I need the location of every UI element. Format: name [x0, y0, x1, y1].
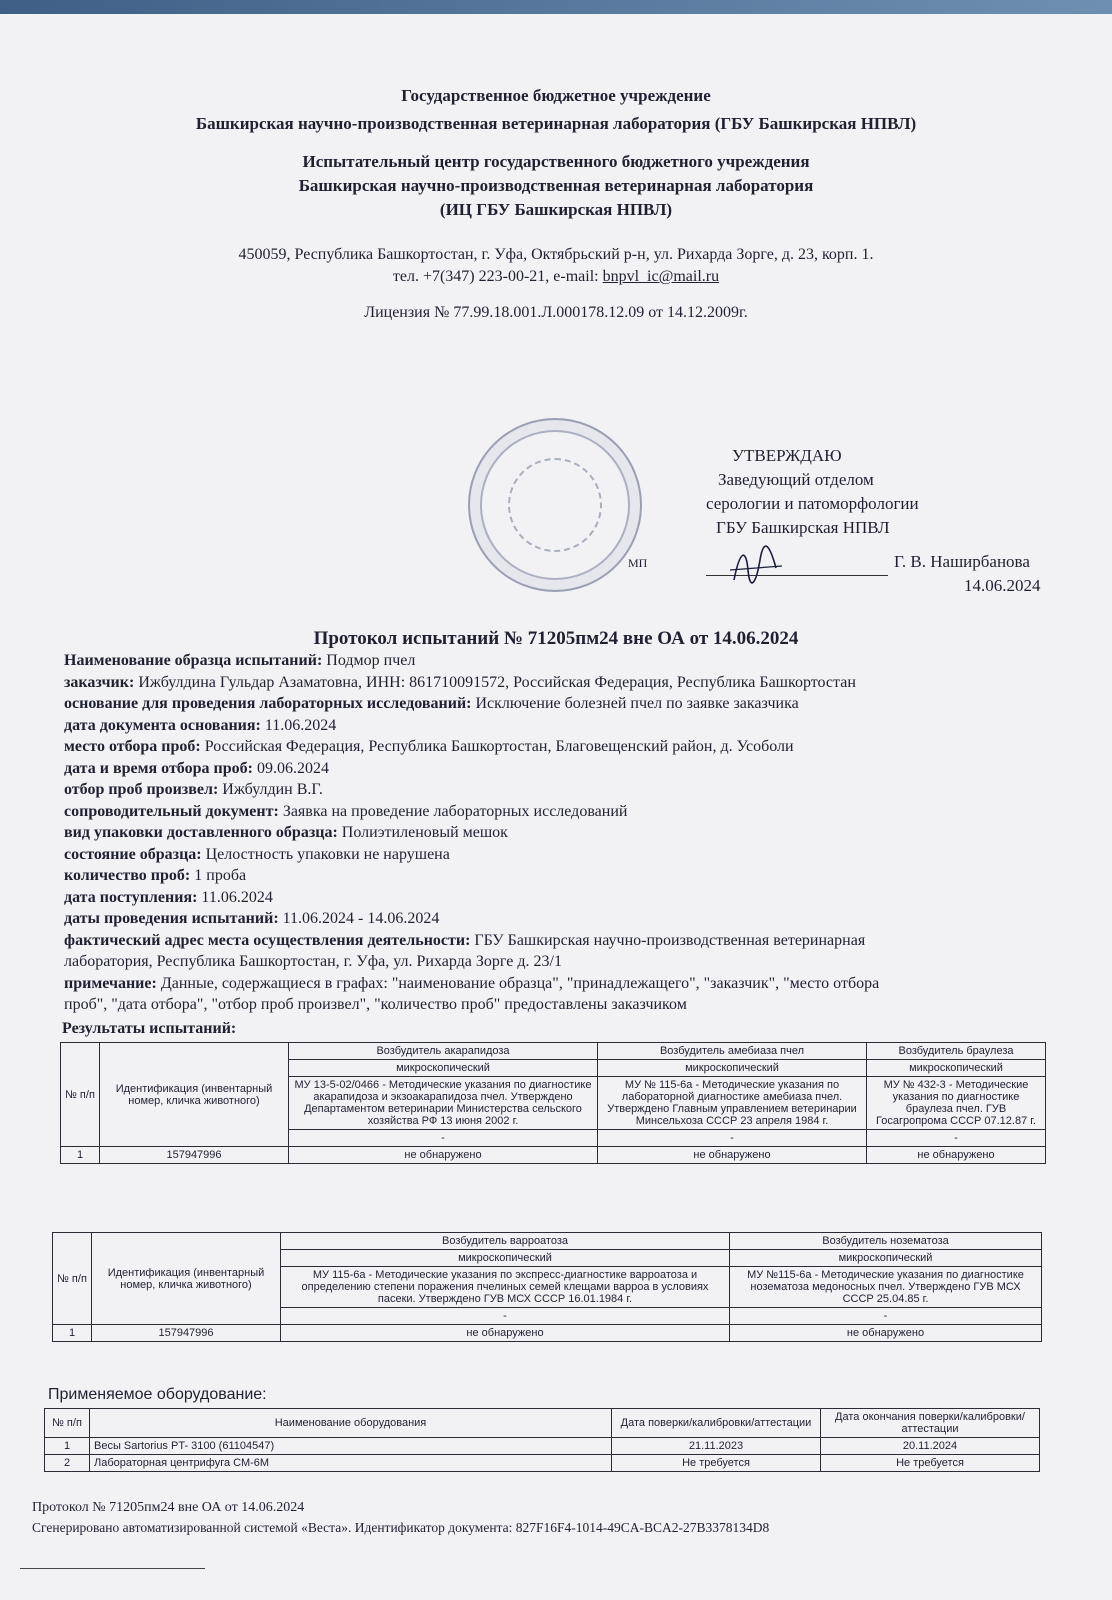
sample-field-value: 09.06.2024: [252, 759, 329, 777]
eq-cell: 21.11.2023: [612, 1438, 821, 1455]
sample-field-label: сопроводительный документ:: [64, 802, 279, 820]
results-table-2: [52, 1232, 1042, 1342]
sample-field-label: вид упаковки доставленного образца:: [64, 824, 338, 841]
sample-field-row: [64, 824, 508, 842]
t1-method: микроскопический: [598, 1060, 867, 1077]
footer-generated: Сгенерировано автоматизированной системой «Веста». Идентификатор документа: 827F16F4-1014-49CA-BCA2-27B3378134D8: [32, 1520, 770, 1535]
stamp-mp-label: МП: [628, 556, 648, 570]
header-line-4: Башкирская научно-производственная ветеринарная лаборатория: [298, 176, 814, 195]
t1-row-num: 1: [61, 1147, 100, 1164]
sample-field-value: 11.06.2024: [260, 716, 337, 734]
eq-cell: 2: [45, 1455, 90, 1472]
t1-group-name: Возбудитель амебиаза пчел: [598, 1043, 867, 1060]
sample-field-label: Наименование образца испытаний:: [64, 652, 323, 669]
header-line-1: Государственное бюджетное учреждение: [401, 86, 711, 105]
t2-group-name: Возбудитель нозематоза: [730, 1233, 1042, 1250]
sample-field-value: Полиэтиленовый мешок: [337, 824, 508, 841]
approval-line-2: серологии и патоморфологии: [706, 494, 919, 513]
t1-result: не обнаружено: [867, 1147, 1046, 1164]
approval-title: УТВЕРЖДАЮ: [732, 446, 842, 465]
table-row: [53, 1325, 1042, 1342]
sample-field-value: Целостность упаковки не нарушена: [201, 845, 450, 863]
sample-field-label: дата и время отбора проб:: [64, 759, 253, 777]
t2-row-id: 157947996: [92, 1325, 281, 1342]
approval-line-3: ГБУ Башкирская НПВЛ: [716, 518, 890, 537]
sample-field-label: дата документа основания:: [64, 716, 261, 734]
eq-col-date: Дата поверки/калибровки/аттестации: [612, 1409, 821, 1438]
sample-field-value: 1 проба: [190, 867, 247, 884]
header-email-link[interactable]: bnpvl_ic@mail.ru: [602, 268, 720, 285]
photo-top-strip: [0, 0, 1112, 14]
signature-scribble: [726, 540, 786, 590]
results-title: Результаты испытаний:: [62, 1020, 237, 1037]
sample-field-row: [64, 953, 562, 971]
eq-cell: Весы Sartorius PT- 3100 (61104547): [90, 1438, 612, 1455]
sample-field-value: лаборатория, Республика Башкортостан, г. Уфа, ул. Рихарда Зорге д. 23/1: [64, 953, 562, 970]
sample-field-value: Ижбулдин В.Г.: [218, 781, 323, 798]
bottom-rule: [20, 1568, 205, 1569]
t1-dash: -: [867, 1130, 1046, 1147]
eq-cell: Не требуется: [821, 1455, 1040, 1472]
equipment-title: Применяемое оборудование:: [48, 1386, 267, 1403]
sample-field-row: [64, 846, 450, 864]
t1-group-name: Возбудитель браулеза: [867, 1043, 1046, 1060]
sample-field-row: [64, 910, 439, 928]
approval-line-1: Заведующий отделом: [718, 470, 874, 489]
t1-dash: -: [598, 1130, 867, 1147]
t2-dash: -: [730, 1308, 1042, 1325]
table-row: [45, 1455, 1040, 1472]
t2-col-num: № п/п: [53, 1233, 92, 1325]
protocol-title: Протокол испытаний № 71205пм24 вне ОА от 14.06.2024: [313, 628, 799, 649]
t2-doc: МУ №115-6а - Методические указания по диагностике нозематоза медоносных пчел. Утверждено ГУВ МСХ СССР 25.04.85 г.: [730, 1267, 1042, 1308]
t1-group-name: Возбудитель акарапидоза: [289, 1043, 598, 1060]
sample-field-label: отбор проб произвел:: [64, 781, 219, 798]
table-row: [45, 1438, 1040, 1455]
header-line-2: Башкирская научно-производственная ветеринарная лаборатория (ГБУ Башкирская НПВЛ): [195, 114, 917, 133]
sample-field-value: ГБУ Башкирская научно-производственная ветеринарная: [470, 931, 866, 949]
t1-doc: МУ № 115-6а - Методические указания по лабораторной диагностике амебиаза пчел. Утверждено Главным управлением ветеринарии Минсельхоза СССР 23 апреля 1984 г.: [598, 1077, 867, 1130]
sample-field-row: [64, 652, 415, 670]
sample-field-label: фактический адрес места осуществления деятельности:: [64, 931, 471, 949]
sample-field-label: примечание:: [64, 974, 157, 992]
sample-field-row: [64, 695, 799, 713]
sample-field-row: [64, 760, 329, 778]
eq-cell: 20.11.2024: [821, 1438, 1040, 1455]
sample-field-label: даты проведения испытаний:: [64, 910, 279, 927]
footer-protocol: Протокол № 71205пм24 вне ОА от 14.06.2024: [32, 1500, 305, 1515]
t1-doc: МУ № 432-3 - Методические указания по диагностике браулеза пчел. ГУВ Госагропрома СССР 07.12.87 г.: [867, 1077, 1046, 1130]
eq-cell: 1: [45, 1438, 90, 1455]
sample-field-row: [64, 975, 879, 993]
header-line-5: (ИЦ ГБУ Башкирская НПВЛ): [439, 200, 673, 219]
t1-result: не обнаружено: [289, 1147, 598, 1164]
eq-col-num: № п/п: [45, 1409, 90, 1438]
t1-doc: МУ 13-5-02/0466 - Методические указания по диагностике акарапидоза и экзоакарапидоза пчел. Утверждено Департаментом ветеринарии Министерства сельского хозяйства РФ 13 июня 2002 г.: [289, 1077, 598, 1130]
t1-method: микроскопический: [289, 1060, 598, 1077]
sample-field-row: [64, 674, 856, 692]
header-address: 450059, Республика Башкортостан, г. Уфа, Октябрьский р-н, ул. Рихарда Зорге, д. 23, корп. 1.: [238, 246, 874, 263]
t2-col-id: Идентификация (инвентарный номер, кличка животного): [92, 1233, 281, 1325]
eq-cell: Не требуется: [612, 1455, 821, 1472]
approval-date: 14.06.2024: [964, 576, 1041, 595]
sample-field-value: Подмор пчел: [322, 652, 416, 669]
t2-doc: МУ 115-6а - Методические указания по экспресс-диагностике варроатоза и определению степени поражения пчелиных семей клещами варроа в условиях пасеки. Утверждено ГУВ МСХ СССР 16.01.1984 г.: [281, 1267, 730, 1308]
eq-cell: Лабораторная центрифуга СМ-6М: [90, 1455, 612, 1472]
sample-field-label: место отбора проб:: [64, 738, 201, 755]
sample-field-value: Исключение болезней пчел по заявке заказчика: [471, 695, 799, 712]
header-line-3: Испытательный центр государственного бюджетного учреждения: [302, 152, 810, 171]
sample-field-value: Ижбулдина Гульдар Азаматовна, ИНН: 861710091572, Российская Федерация, Республика Башкортостан: [134, 673, 856, 691]
t2-method: микроскопический: [730, 1250, 1042, 1267]
equipment-table: [44, 1408, 1040, 1472]
sample-field-row: [64, 781, 323, 799]
sample-field-value: 11.06.2024: [197, 888, 273, 906]
t2-dash: -: [281, 1308, 730, 1325]
t2-group-name: Возбудитель варроатоза: [281, 1233, 730, 1250]
sample-field-row: [64, 889, 273, 907]
sample-field-row: [64, 996, 687, 1014]
sample-field-label: количество проб:: [64, 867, 191, 884]
sample-field-label: основание для проведения лабораторных исследований:: [64, 695, 472, 712]
sample-field-row: [64, 932, 865, 950]
sample-field-value: проб", "дата отбора", "отбор проб произвел", "количество проб" предоставлены заказчиком: [64, 996, 687, 1013]
t1-row-id: 157947996: [100, 1147, 289, 1164]
header-phone: тел. +7(347) 223-00-21, e-mail:: [392, 268, 603, 285]
sample-field-row: [64, 738, 794, 756]
t1-col-num: № п/п: [61, 1043, 100, 1147]
results-table-1: [60, 1042, 1046, 1164]
sample-field-row: [64, 803, 627, 821]
eq-col-end-date: Дата окончания поверки/калибровки/аттестации: [821, 1409, 1040, 1438]
eq-col-name: Наименование оборудования: [90, 1409, 612, 1438]
t2-method: микроскопический: [281, 1250, 730, 1267]
sample-field-value: 11.06.2024 - 14.06.2024: [278, 910, 440, 927]
sample-field-label: дата поступления:: [64, 888, 198, 906]
round-stamp: [468, 418, 642, 592]
document-sheet: [0, 14, 1112, 1600]
t2-result: не обнаружено: [281, 1325, 730, 1342]
sample-field-value: Заявка на проведение лабораторных исследований: [278, 802, 628, 820]
approval-name: Г. В. Наширбанова: [894, 552, 1030, 571]
t2-row-num: 1: [53, 1325, 92, 1342]
t1-dash: -: [289, 1130, 598, 1147]
sample-field-label: состояние образца:: [64, 845, 202, 863]
stamp-inner-ring: [508, 458, 602, 552]
sample-field-row: [64, 717, 336, 735]
t1-result: не обнаружено: [598, 1147, 867, 1164]
t1-method: микроскопический: [867, 1060, 1046, 1077]
t2-result: не обнаружено: [730, 1325, 1042, 1342]
header-license: Лицензия № 77.99.18.001.Л.000178.12.09 от 14.12.2009г.: [364, 304, 748, 321]
sample-field-row: [64, 867, 246, 885]
sample-field-label: заказчик:: [64, 673, 135, 691]
header-contacts: [0, 268, 1112, 286]
sample-field-value: Данные, содержащиеся в графах: "наименование образца", "принадлежащего", "заказчик", "место отбора: [156, 974, 880, 992]
t1-col-id: Идентификация (инвентарный номер, кличка животного): [100, 1043, 289, 1147]
table-row: [61, 1147, 1046, 1164]
sample-field-value: Российская Федерация, Республика Башкортостан, Благовещенский район, д. Усоболи: [200, 738, 794, 755]
